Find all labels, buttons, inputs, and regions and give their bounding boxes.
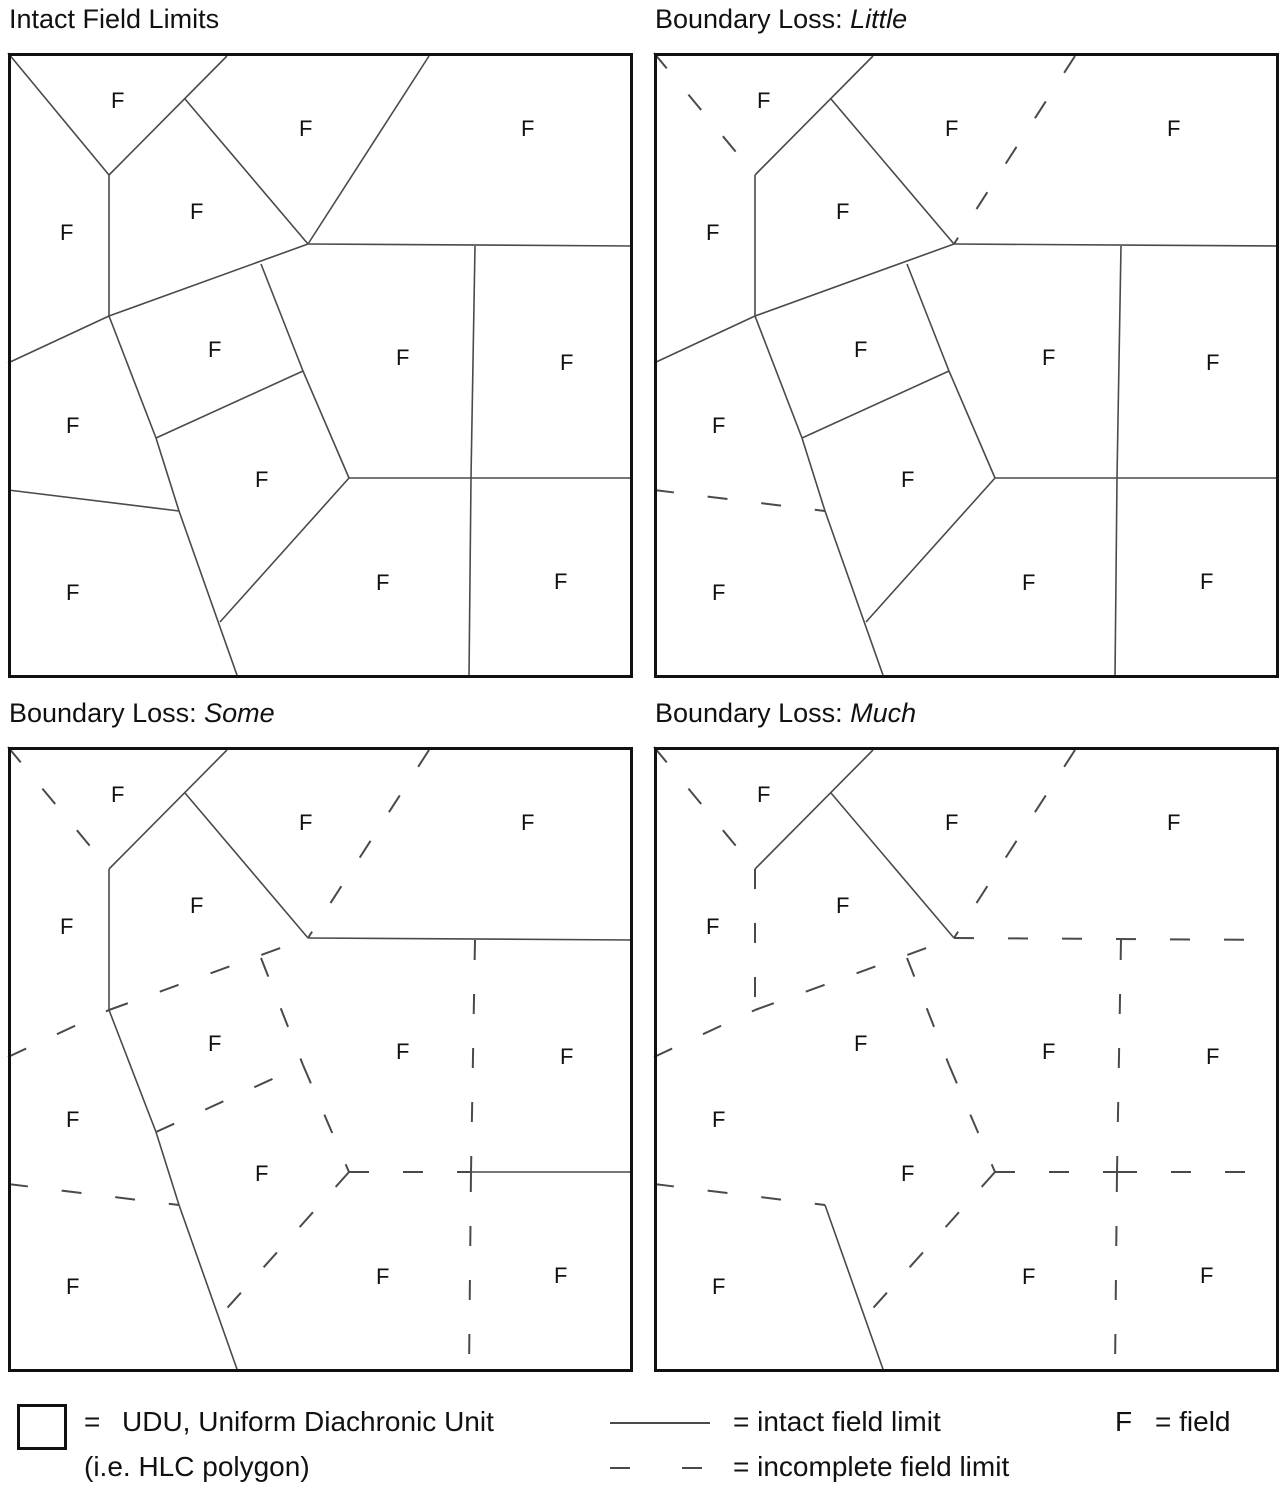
udu-legend-line1: UDU, Uniform Diachronic Unit (122, 1406, 494, 1437)
intact-field-limit (954, 244, 1279, 246)
field-label: F (1022, 570, 1036, 595)
field-label: F (60, 914, 74, 939)
intact-field-limit (308, 938, 633, 940)
intact-field-limit (949, 371, 995, 478)
intact-field-limit (156, 1132, 179, 1205)
field-label: F (945, 116, 959, 141)
field-label: F (396, 345, 410, 370)
field-label: F (111, 782, 125, 807)
field-label: F (190, 893, 204, 918)
field-label: F (712, 413, 726, 438)
intact-field-limit (109, 56, 227, 175)
intact-legend-label: = intact field limit (733, 1406, 941, 1437)
intact-field-limit (109, 750, 227, 869)
field-label: F (712, 1107, 726, 1132)
incomplete-field-limit (471, 940, 475, 1172)
incomplete-field-limit (109, 938, 308, 1010)
intact-field-limit (907, 264, 949, 371)
field-label: F (712, 1274, 726, 1299)
field-label: F (396, 1039, 410, 1064)
incomplete-field-limit (156, 1065, 303, 1132)
incomplete-field-limit (1117, 940, 1121, 1172)
intact-field-limit (261, 264, 303, 371)
field-label: F (1200, 569, 1214, 594)
field-label: F (1206, 350, 1220, 375)
intact-field-limit (8, 490, 179, 511)
field-label: F (1167, 810, 1181, 835)
field-label: F (255, 1161, 269, 1186)
incomplete-field-limit (261, 958, 303, 1065)
field-label: F (854, 1031, 868, 1056)
incomplete-field-limit (8, 1010, 109, 1057)
intact-field-limit (308, 244, 633, 246)
field-label: F (60, 220, 74, 245)
field-label: F (901, 1161, 915, 1186)
intact-field-limit (755, 316, 802, 438)
udu-legend-symbol: = (84, 1406, 101, 1437)
field-label: F (1022, 1264, 1036, 1289)
field-label: F (706, 220, 720, 245)
field-label: F (712, 580, 726, 605)
incomplete-field-limit (220, 1172, 349, 1316)
field-label: F (521, 116, 535, 141)
incomplete-field-limit (907, 958, 949, 1065)
field-label: F (208, 1031, 222, 1056)
panel-title-intact: Intact Field Limits (9, 4, 220, 34)
intact-field-limit (1115, 478, 1117, 678)
udu-boundary (10, 749, 632, 1371)
intact-field-limit (179, 511, 238, 678)
field-label: F (1042, 1039, 1056, 1064)
incomplete-field-limit (654, 1184, 825, 1205)
intact-field-limit (866, 478, 995, 622)
intact-field-limit (825, 1205, 884, 1372)
field-label: F (757, 782, 771, 807)
intact-field-limit (1117, 246, 1121, 478)
udu-panel-little (654, 53, 1279, 678)
udu-boundary (10, 55, 632, 677)
incomplete-field-limit (303, 1065, 349, 1172)
intact-field-limit (469, 478, 471, 678)
field-label: F (757, 88, 771, 113)
field-label: F (854, 337, 868, 362)
field-label: F (66, 1107, 80, 1132)
incomplete-field-limit (866, 1172, 995, 1316)
intact-field-limit (109, 316, 156, 438)
field-label: F (66, 413, 80, 438)
field-legend-letter: F (1115, 1406, 1133, 1437)
intact-field-limit (303, 371, 349, 478)
field-label: F (560, 350, 574, 375)
incomplete-field-limit (1115, 1172, 1117, 1372)
field-label: F (208, 337, 222, 362)
udu-legend-box (17, 1404, 67, 1450)
incomplete-field-limit (949, 1065, 995, 1172)
intact-field-limit (8, 316, 109, 363)
field-label: F (299, 810, 313, 835)
intact-field-limit (755, 56, 873, 175)
intact-field-limit (220, 478, 349, 622)
incomplete-field-limit (654, 1010, 755, 1057)
udu-boundary (656, 55, 1278, 677)
field-label: F (560, 1044, 574, 1069)
field-label: F (1200, 1263, 1214, 1288)
field-label: F (66, 580, 80, 605)
incomplete-field-limit (654, 53, 755, 175)
incomplete-field-limit (755, 938, 954, 1010)
panel-title-much: Boundary Loss: Much (655, 698, 917, 728)
incomplete-field-limit (8, 1184, 179, 1205)
field-label: F (376, 1264, 390, 1289)
field-label: F (836, 199, 850, 224)
incomplete-legend-label: = incomplete field limit (733, 1451, 1010, 1482)
incomplete-field-limit (654, 747, 755, 869)
intact-field-limit (802, 371, 949, 438)
field-label: F (111, 88, 125, 113)
intact-field-limit (802, 438, 825, 511)
field-label: F (255, 467, 269, 492)
panel-title-some: Boundary Loss: Some (9, 698, 275, 728)
intact-field-limit (755, 244, 954, 316)
field-label: F (554, 569, 568, 594)
intact-field-limit (179, 1205, 238, 1372)
udu-boundary (656, 749, 1278, 1371)
intact-field-limit (308, 56, 429, 244)
intact-field-limit (825, 511, 884, 678)
incomplete-line-swatch (610, 1463, 710, 1473)
intact-field-limit (755, 750, 873, 869)
field-label: F (901, 467, 915, 492)
incomplete-field-limit (308, 750, 429, 938)
field-label: F (1042, 345, 1056, 370)
field-legend-label: = field (1155, 1406, 1231, 1437)
field-label: F (376, 570, 390, 595)
field-label: F (945, 810, 959, 835)
incomplete-field-limit (954, 750, 1075, 938)
field-label: F (299, 116, 313, 141)
incomplete-field-limit (8, 747, 109, 869)
intact-field-limit (471, 246, 475, 478)
incomplete-field-limit (469, 1172, 471, 1372)
udu-panel-intact (8, 53, 633, 678)
incomplete-field-limit (654, 490, 825, 511)
field-label: F (190, 199, 204, 224)
intact-field-limit (156, 371, 303, 438)
udu-panel-much (654, 747, 1279, 1372)
incomplete-field-limit (954, 56, 1075, 244)
field-label: F (521, 810, 535, 835)
field-label: F (554, 1263, 568, 1288)
field-label: F (836, 893, 850, 918)
field-label: F (1167, 116, 1181, 141)
intact-field-limit (109, 244, 308, 316)
udu-panel-some (8, 747, 633, 1372)
panel-title-little: Boundary Loss: Little (655, 4, 908, 34)
incomplete-field-limit (954, 938, 1279, 940)
intact-field-limit (109, 1010, 156, 1132)
field-label: F (1206, 1044, 1220, 1069)
field-label: F (66, 1274, 80, 1299)
intact-field-limit (156, 438, 179, 511)
intact-field-limit (8, 53, 109, 175)
intact-field-limit (654, 316, 755, 363)
udu-legend-line2: (i.e. HLC polygon) (84, 1451, 310, 1482)
field-label: F (706, 914, 720, 939)
intact-line-swatch (610, 1418, 710, 1428)
